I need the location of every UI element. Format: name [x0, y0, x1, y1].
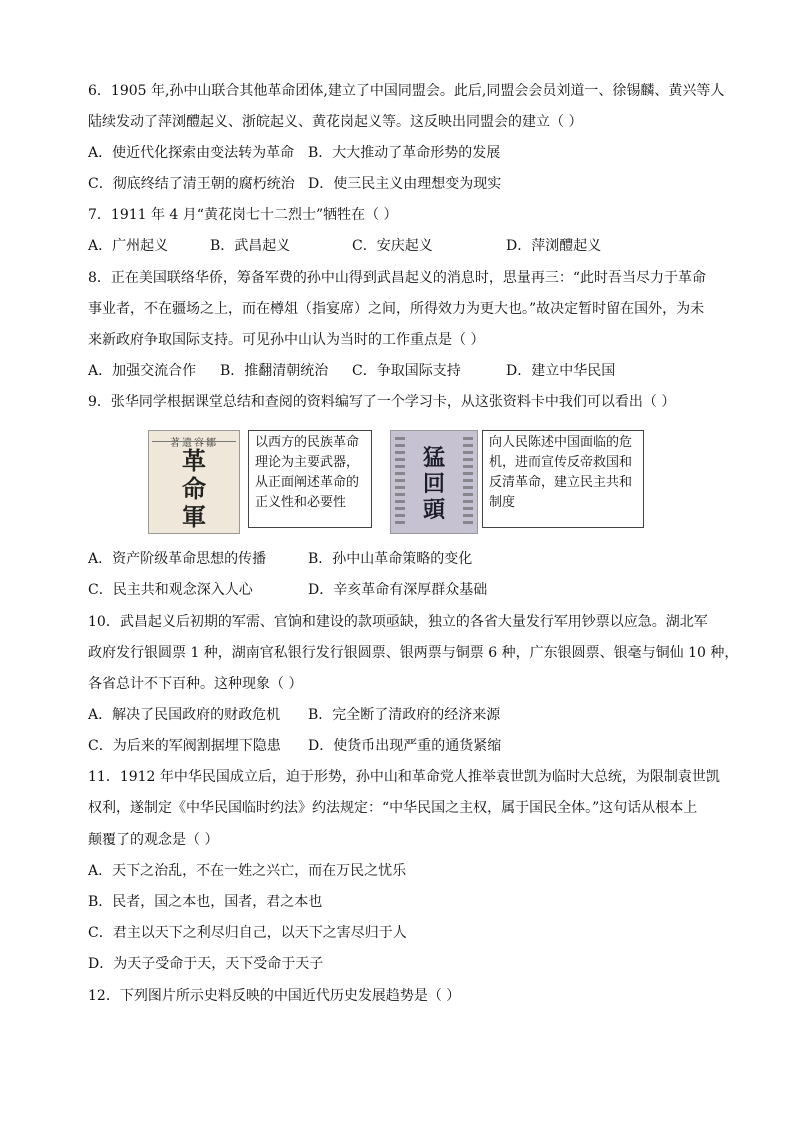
question-10-stem-line-3: 各省总计不下百种。这种现象（ ） [88, 676, 303, 692]
question-7-option-b[interactable]: B．武昌起义 [210, 238, 291, 254]
cover-side-text-left [395, 437, 405, 527]
question-10-option-a[interactable]: A．解决了民国政府的财政危机 [88, 707, 281, 723]
question-10-options-row-1 [88, 705, 708, 725]
study-card-2 [390, 430, 644, 532]
question-7-option-c[interactable]: C．安庆起义 [352, 238, 433, 254]
question-6-stem-line-1: 6．1905 年,孙中山联合其他革命团体,建立了中国同盟会。此后,同盟会会员刘道一、徐锡麟、黄兴等人 [88, 83, 725, 99]
question-7-option-a[interactable]: A．广州起义 [88, 238, 169, 254]
question-8-option-b[interactable]: B．推翻清朝统治 [220, 363, 329, 379]
cover-char-1: 革 [182, 446, 206, 475]
question-6-option-a[interactable]: A．使近代化探索由变法转为革命 [88, 145, 295, 161]
study-card-1 [148, 430, 368, 532]
question-10-option-c[interactable]: C．为后来的军阀割据埋下隐患 [88, 738, 281, 754]
question-11-stem-line-1: 11．1912 年中华民国成立后，迫于形势，孙中山和革命党人推举袁世凯为临时大总统，为限制袁世凯 [88, 769, 720, 785]
question-11-option-b[interactable]: B．民者，国之本也，国者，君之本也 [88, 894, 323, 910]
question-8-stem-line-3: 来新政府争取国际支持。可见孙中山认为当时的工作重点是（ ） [88, 332, 485, 348]
cover-char-1: 猛 [422, 445, 445, 471]
question-8-stem-line-1: 8．正在美国联络华侨，筹备军费的孙中山得到武昌起义的消息时，思量再三：“此时吾当尽力于革命 [88, 270, 707, 286]
book-cover-author-line: 著遺容鄒 [170, 438, 218, 449]
book-cover-title [407, 445, 461, 523]
cover-divider [152, 441, 236, 442]
cover-char-3: 頭 [422, 497, 445, 523]
question-9-option-a[interactable]: A．资产阶级革命思想的传播 [88, 551, 267, 567]
cover-char-2: 回 [422, 471, 445, 497]
question-9-options-row-1 [88, 549, 708, 569]
question-9-option-c[interactable]: C．民主共和观念深入人心 [88, 582, 253, 598]
question-10-option-b[interactable]: B．完全断了清政府的经济来源 [308, 707, 501, 723]
question-6-option-b[interactable]: B．大大推动了革命形势的发展 [308, 145, 501, 161]
book-cover-title [149, 447, 239, 531]
question-8-option-d[interactable]: D．建立中华民国 [506, 363, 616, 379]
question-6-option-d[interactable]: D．使三民主义由理想变为现实 [308, 176, 502, 192]
study-card-2-text: 向人民陈述中国面临的危机，进而宣传反帝救国和反清革命，建立民主共和制度 [482, 430, 644, 528]
geming-jun-book-cover [148, 430, 240, 534]
question-11-option-c[interactable]: C．君主以天下之利尽归自己，以天下之害尽归于人 [88, 925, 407, 941]
question-7-option-d[interactable]: D．萍浏醴起义 [506, 238, 602, 254]
question-6-stem-line-2: 陆续发动了萍浏醴起义、浙皖起义、黄花岗起义等。这反映出同盟会的建立（ ） [88, 114, 583, 130]
question-7-options [88, 236, 708, 256]
question-6-options-row-2 [88, 174, 708, 194]
question-8-option-a[interactable]: A．加强交流合作 [88, 363, 197, 379]
cover-char-3: 軍 [182, 502, 206, 531]
question-10-stem-line-2: 政府发行银圆票 1 种，湖南官私银行发行银圆票、银两票与铜票 6 种，广东银圆票、银毫与铜仙 10 种， [88, 645, 739, 661]
question-9-option-b[interactable]: B．孙中山革命策略的变化 [308, 551, 473, 567]
question-7-stem: 7．1911 年 4 月“黄花岗七十二烈士”牺牲在（ ） [88, 207, 398, 223]
cover-char-2: 命 [182, 474, 206, 503]
question-9-option-d[interactable]: D．辛亥革命有深厚群众基础 [308, 582, 488, 598]
question-11-stem-line-3: 颠覆了的观念是（ ） [88, 832, 219, 848]
question-10-stem-line-1: 10．武昌起义后初期的军需、官饷和建设的款项亟缺，独立的各省大量发行军用钞票以应急。湖北军 [88, 614, 708, 630]
question-6-options-row-1 [88, 143, 708, 163]
question-8-options [88, 361, 708, 381]
question-11-stem-line-2: 权利，遂制定《中华民国临时约法》约法规定：“中华民国之主权，属于国民全体。”这句话从根本上 [88, 800, 698, 816]
question-9-options-row-2 [88, 580, 708, 600]
question-10-options-row-2 [88, 736, 708, 756]
menghuitou-book-cover [390, 430, 478, 534]
question-11-option-a[interactable]: A．天下之治乱，不在一姓之兴亡，而在万民之忧乐 [88, 863, 407, 879]
question-8-option-c[interactable]: C．争取国际支持 [352, 363, 461, 379]
study-card-1-text: 以西方的民族革命理论为主要武器，从正面阐述革命的正义性和必要性 [248, 430, 372, 528]
question-6-option-c[interactable]: C．彻底终结了清王朝的腐朽统治 [88, 176, 295, 192]
question-10-option-d[interactable]: D．使货币出现严重的通货紧缩 [308, 738, 502, 754]
question-11-option-d[interactable]: D．为天子受命于天，天下受命于天子 [88, 956, 324, 972]
cover-side-text-right [463, 437, 473, 527]
question-12-stem: 12．下列图片所示史料反映的中国近代历史发展趋势是（ ） [88, 988, 461, 1004]
question-9-stem: 9．张华同学根据课堂总结和查阅的资料编写了一个学习卡，从这张资料卡中我们可以看出（ ） [88, 394, 676, 410]
question-8-stem-line-2: 事业者，不在疆场之上，而在樽俎（指宴席）之间，所得效力为更大也。”故决定暂时留在国外，为未 [88, 301, 705, 317]
